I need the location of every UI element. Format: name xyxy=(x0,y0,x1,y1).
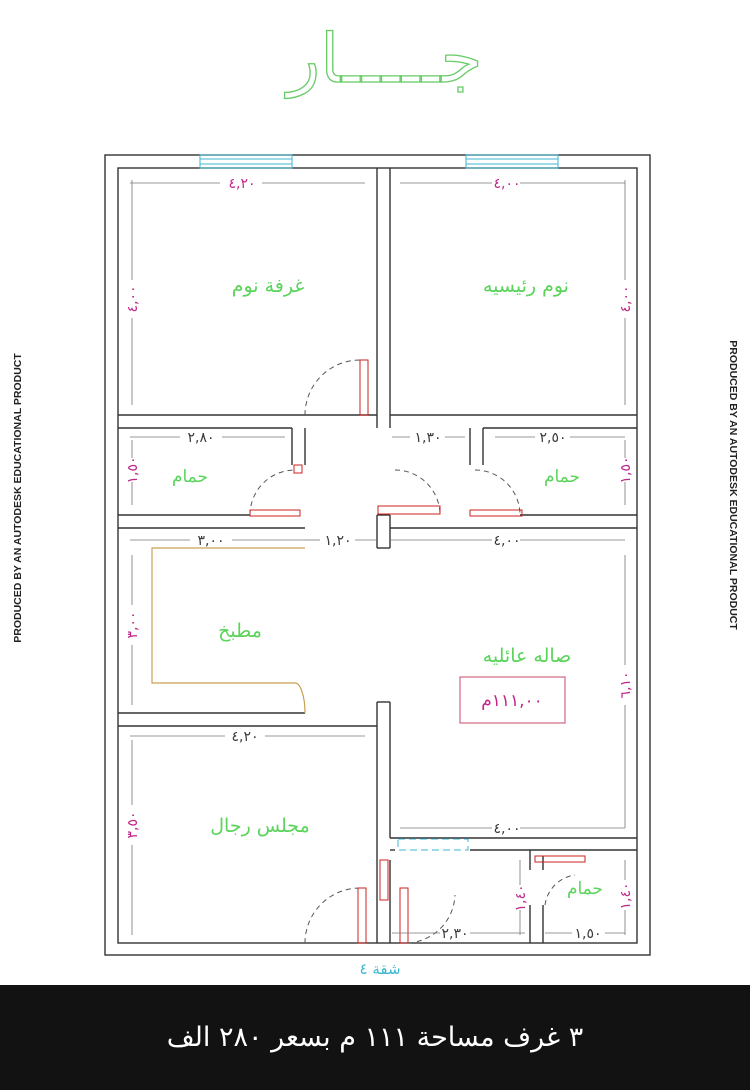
dim-bath-small-height-left: ١,٤٠ xyxy=(513,884,529,912)
dim-passage-width: ١,٢٠ xyxy=(324,533,352,549)
dim-bath-right-width: ٢,٥٠ xyxy=(539,430,567,446)
dim-hall-width: ٤,٠٠ xyxy=(493,533,521,549)
room-label-bath-small: حمام xyxy=(566,879,604,899)
area-label: ١١١,٠٠م xyxy=(481,691,543,711)
room-label-family-hall: صاله عائليه xyxy=(482,645,572,667)
dim-corridor-width: ١,٣٠ xyxy=(414,430,442,446)
watermark-right: PRODUCED BY AN AUTODESK EDUCATIONAL PRODUCT xyxy=(727,340,739,630)
dim-master-height: ٤,٠٠ xyxy=(618,285,634,313)
room-label-kitchen: مطبخ xyxy=(218,620,262,642)
room-label-bath-left: حمام xyxy=(171,467,209,487)
dim-majlis-height: ٣,٥٠ xyxy=(125,811,141,839)
dim-bath-left-height: ١,٥٠ xyxy=(125,456,141,484)
room-label-master-bedroom: نوم رئيسيه xyxy=(483,275,569,297)
neighbor-label: جـــــار xyxy=(287,20,483,99)
dim-kitchen-width: ٣,٠٠ xyxy=(197,533,225,549)
dim-bedroom-height: ٤,٠٠ xyxy=(125,285,141,313)
apartment-label: شقة ٤ xyxy=(359,960,401,978)
dim-entry-width: ٢,٣٠ xyxy=(441,926,469,942)
dim-kitchen-height: ٣,٠٠ xyxy=(125,611,141,639)
dim-bath-left-width: ٢,٨٠ xyxy=(187,430,215,446)
caption-text: ٣ غرف مساحة ١١١ م بسعر ٢٨٠ الف xyxy=(166,1022,584,1053)
dim-hall-height: ٦,١٠ xyxy=(618,671,634,699)
dim-majlis-width: ٤,٢٠ xyxy=(231,729,259,745)
dim-bedroom-width: ٤,٢٠ xyxy=(228,176,256,192)
caption-bar xyxy=(0,985,750,1090)
watermark-left: PRODUCED BY AN AUTODESK EDUCATIONAL PRODUCT xyxy=(12,353,24,643)
dim-master-width: ٤,٠٠ xyxy=(493,176,521,192)
windows xyxy=(200,155,558,850)
room-label-bath-right: حمام xyxy=(543,467,581,487)
room-label-bedroom: غرفة نوم xyxy=(231,275,305,297)
dim-bath-small-height-right: ١,٤٠ xyxy=(618,882,634,910)
room-label-men-majlis: مجلس رجال xyxy=(210,815,310,837)
dim-hall-bottom-width: ٤,٠٠ xyxy=(493,821,521,837)
dim-bath-right-height: ١,٥٠ xyxy=(618,456,634,484)
dim-bath-small-width: ١,٥٠ xyxy=(574,926,602,942)
